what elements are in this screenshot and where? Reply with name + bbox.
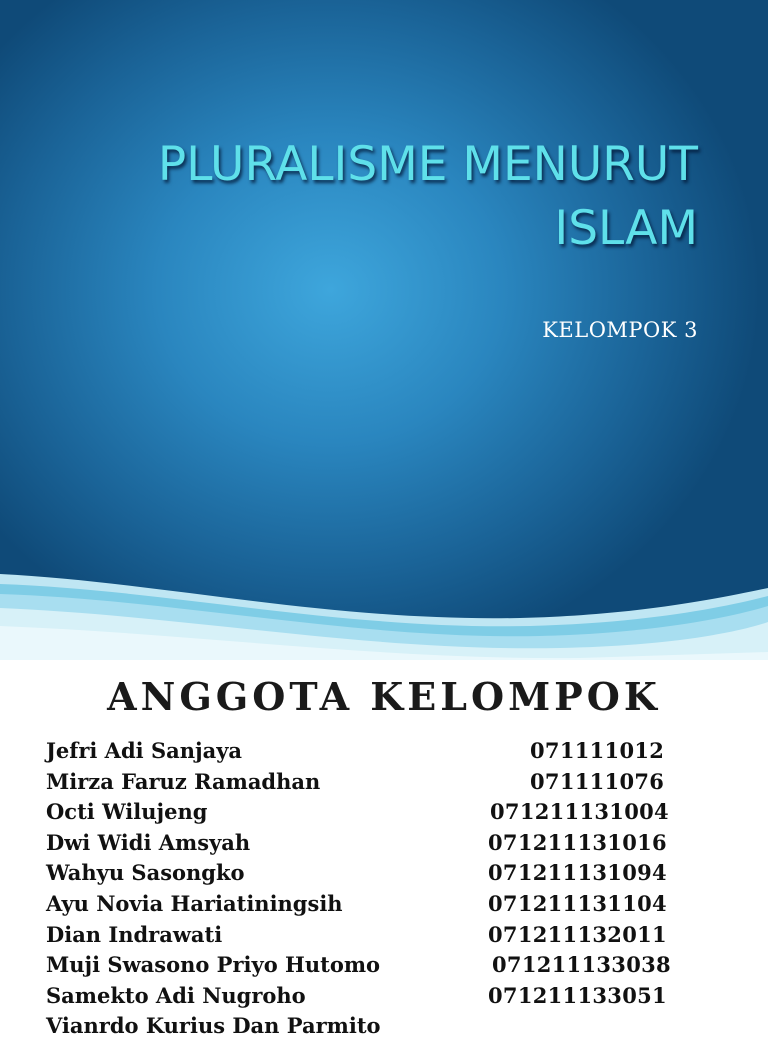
member-name: Jefri Adi Sanjaya <box>46 738 243 763</box>
wave-decoration <box>0 560 768 660</box>
slide-subtitle: KELOMPOK 3 <box>542 318 698 342</box>
member-name: Dian Indrawati <box>46 921 223 947</box>
member-nim: 071111076 <box>530 768 665 794</box>
member-name: Octi Wilujeng <box>46 799 208 825</box>
list-item <box>46 797 669 828</box>
list-item <box>46 889 667 920</box>
member-nim: 071211133051 <box>488 982 667 1008</box>
member-name: Muji Swasono Priyo Hutomo <box>46 952 381 978</box>
list-item <box>46 981 667 1012</box>
members-list <box>46 736 671 1042</box>
member-nim: 071211131004 <box>490 799 669 825</box>
member-nim: 071211132011 <box>488 921 667 947</box>
member-nim: 071211131104 <box>488 890 667 916</box>
member-name: Mirza Faruz Ramadhan <box>46 768 321 794</box>
member-name: Dwi Widi Amsyah <box>46 829 251 855</box>
slide-title-line-1: PLURALISME MENURUT <box>157 137 698 192</box>
members-slide <box>0 660 768 1039</box>
list-item <box>46 858 667 889</box>
members-heading: ANGGOTA KELOMPOK <box>107 674 661 719</box>
member-nim: 071111012 <box>530 738 665 763</box>
member-nim: 071211131016 <box>488 829 667 855</box>
member-name: Ayu Novia Hariatiningsih <box>46 890 343 916</box>
member-nim: 071211133038 <box>492 952 671 978</box>
list-item <box>46 950 671 981</box>
list-item <box>46 767 665 798</box>
list-item <box>46 920 667 951</box>
member-name: Vianrdo Kurius Dan Parmito <box>46 1013 381 1039</box>
list-item <box>46 828 667 859</box>
member-nim: 071211131094 <box>488 860 667 886</box>
slide-title-line-2: ISLAM <box>554 201 698 256</box>
member-name: Wahyu Sasongko <box>46 860 245 886</box>
member-name: Samekto Adi Nugroho <box>46 982 306 1008</box>
slide-title <box>38 133 698 261</box>
list-item <box>46 1011 646 1042</box>
list-item <box>46 736 665 767</box>
